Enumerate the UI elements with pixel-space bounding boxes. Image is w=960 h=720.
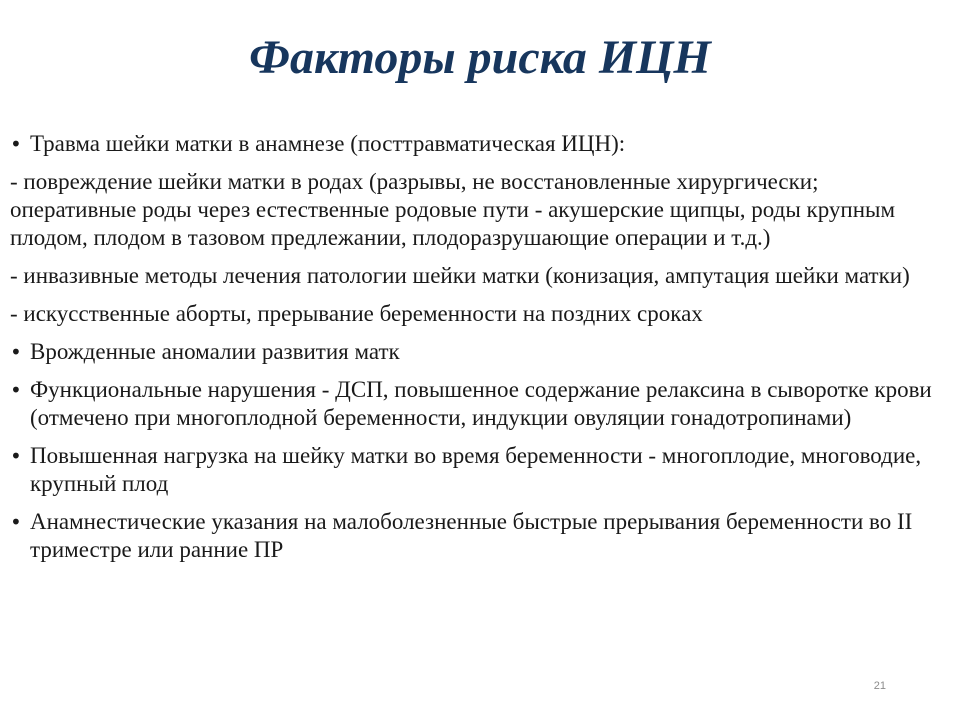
list-item: • Функциональные нарушения - ДСП, повышенное содержание релаксина в сыворотке крови (отмечено при многоплодной беременности, индукции овуляции гонадотропинами) <box>8 376 948 432</box>
slide-number: 21 <box>873 680 886 692</box>
list-item: - повреждение шейки матки в родах (разрывы, не восстановленные хирургически; оперативные роды через естественные родовые пути - акушерские щипцы, роды крупным плодом, плодом в тазовом предлежании, плодоразрушающие операции и т.д.) <box>10 169 896 250</box>
list-item: • Повышенная нагрузка на шейку матки во время беременности - многоплодие, многоводие, крупный плод <box>8 442 948 498</box>
slide-title: Факторы риска ИЦН <box>249 31 711 84</box>
slide-content <box>8 130 948 574</box>
list-item: - инвазивные методы лечения патологии шейки матки (конизация, ампутация шейки матки) <box>10 263 910 288</box>
list-item: • Анамнестические указания на малоболезненные быстрые прерывания беременности во II триместре или ранние ПР <box>8 508 948 564</box>
list-item: - искусственные аборты, прерывание беременности на поздних сроках <box>10 301 703 326</box>
list-item: • Врожденные аномалии развития матк <box>8 338 948 366</box>
list-item: • Травма шейки матки в анамнезе (посттравматическая ИЦН): <box>8 130 948 158</box>
